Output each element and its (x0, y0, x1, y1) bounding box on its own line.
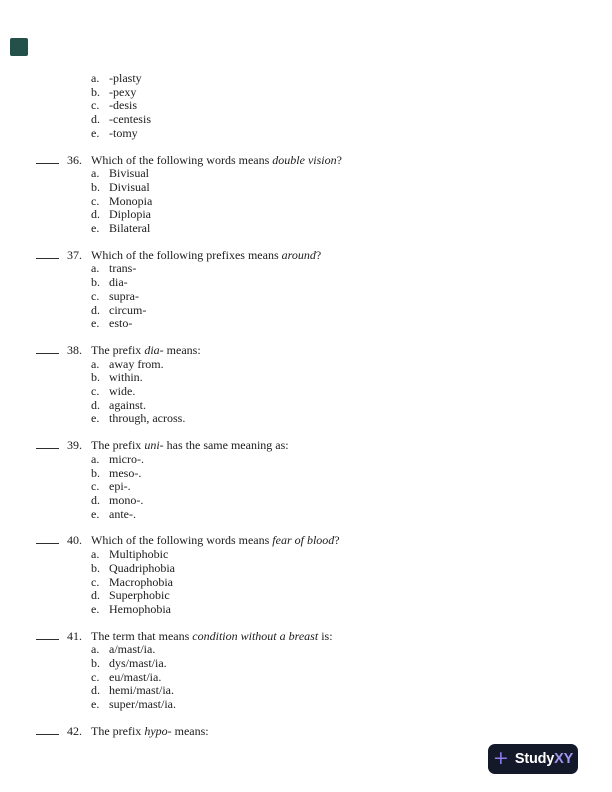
option-text: Divisual (109, 179, 150, 194)
option-text: mono-. (109, 492, 144, 507)
question-text-segment: Which of the following words means (91, 533, 273, 548)
option-row (0, 453, 612, 467)
answer-blank (36, 722, 59, 735)
option-row (0, 222, 612, 236)
question-text-segment: means: (171, 723, 209, 738)
question-text-italic: fear of blood (272, 533, 335, 548)
studyxy-logo[interactable] (488, 744, 578, 774)
option-letter: b. (91, 465, 100, 480)
option-row (0, 643, 612, 657)
question-text (91, 534, 340, 548)
option-letter: e. (91, 221, 100, 236)
question-line (0, 627, 612, 644)
option-letter: b. (91, 179, 100, 194)
question-text-italic: uni- (144, 438, 164, 453)
option-text: Superphobic (109, 588, 170, 603)
option-letter: e. (91, 506, 100, 521)
question-text-segment: means: (163, 342, 201, 357)
option-letter: a. (91, 547, 100, 562)
plus-icon: + (492, 746, 509, 769)
option-text: Bivisual (109, 166, 150, 181)
answer-blank (36, 246, 59, 259)
option-text: circum- (109, 302, 147, 317)
option-letter: c. (91, 384, 100, 399)
option-letter: a. (91, 356, 100, 371)
option-letter: c. (91, 98, 100, 113)
question-line (0, 722, 612, 739)
question-text-segment: ? (334, 533, 340, 548)
question-text-italic: condition without a breast (192, 628, 319, 643)
option-row (0, 548, 612, 562)
option-row (0, 603, 612, 617)
question-block (0, 341, 612, 426)
option-text: ante-. (109, 506, 136, 521)
option-text: super/mast/ia. (109, 697, 176, 712)
option-letter: e. (91, 411, 100, 426)
question-number: 40. (67, 533, 82, 548)
option-text: through, across. (109, 411, 186, 426)
option-letter: e. (91, 601, 100, 616)
option-letter: c. (91, 288, 100, 303)
option-letter: e. (91, 316, 100, 331)
question-text (91, 154, 342, 168)
option-row (0, 480, 612, 494)
question-text-segment: Which of the following words means (91, 152, 273, 167)
option-row (0, 562, 612, 576)
option-letter: c. (91, 574, 100, 589)
option-text: dys/mast/ia. (109, 656, 167, 671)
option-text: meso-. (109, 465, 142, 480)
question-number: 42. (67, 723, 82, 738)
option-row (0, 127, 612, 141)
option-row (0, 698, 612, 712)
option-letter: a. (91, 261, 100, 276)
question-text-segment: The prefix (91, 723, 145, 738)
option-text: within. (109, 370, 143, 385)
option-row (0, 508, 612, 522)
option-row (0, 290, 612, 304)
question-text (91, 249, 321, 263)
option-letter: e. (91, 125, 100, 140)
question-block (0, 627, 612, 712)
question-block (0, 531, 612, 616)
option-row (0, 371, 612, 385)
option-letter: d. (91, 588, 100, 603)
logo-study-text: Study (514, 751, 555, 767)
question-text-segment: The prefix (91, 342, 145, 357)
option-letter: c. (91, 193, 100, 208)
question-text-segment: The prefix (91, 438, 145, 453)
question-number: 38. (67, 342, 82, 357)
option-text: Bilateral (109, 221, 151, 236)
question-number: 37. (67, 247, 82, 262)
question-line (0, 246, 612, 263)
option-row (0, 304, 612, 318)
question-text-italic: hypo- (144, 723, 172, 738)
option-text: Monopia (109, 193, 153, 208)
option-text: epi-. (109, 479, 131, 494)
option-row (0, 195, 612, 209)
option-text: Multiphobic (109, 547, 169, 562)
option-text: supra- (109, 288, 139, 303)
option-letter: a. (91, 451, 100, 466)
option-row (0, 181, 612, 195)
option-row (0, 467, 612, 481)
option-text: Diplopia (109, 207, 151, 222)
option-text: a/mast/ia. (109, 642, 156, 657)
question-block (0, 436, 612, 521)
leading-options-block (0, 72, 612, 141)
option-letter: c. (91, 479, 100, 494)
question-text-italic: double vision (272, 152, 337, 167)
answer-blank (36, 627, 59, 640)
option-letter: e. (91, 697, 100, 712)
option-row (0, 494, 612, 508)
option-letter: c. (91, 669, 100, 684)
option-text: -centesis (109, 112, 151, 127)
option-text: micro-. (109, 451, 144, 466)
option-row (0, 86, 612, 100)
question-text-italic: dia- (144, 342, 164, 357)
option-letter: b. (91, 656, 100, 671)
option-row (0, 589, 612, 603)
option-letter: d. (91, 112, 100, 127)
question-line (0, 436, 612, 453)
question-text-segment: ? (336, 152, 342, 167)
option-letter: d. (91, 302, 100, 317)
question-text (91, 439, 289, 453)
answer-blank (36, 531, 59, 544)
answer-blank (36, 341, 59, 354)
option-letter: d. (91, 207, 100, 222)
option-text: -pexy (109, 84, 137, 99)
question-line (0, 151, 612, 168)
option-row (0, 99, 612, 113)
question-number: 36. (67, 152, 82, 167)
option-row (0, 208, 612, 222)
question-text (91, 344, 201, 358)
option-row (0, 358, 612, 372)
option-text: Macrophobia (109, 574, 173, 589)
question-text (91, 725, 209, 739)
option-text: -desis (109, 98, 137, 113)
option-letter: b. (91, 84, 100, 99)
option-letter: a. (91, 71, 100, 85)
option-text: wide. (109, 384, 136, 399)
option-letter: d. (91, 397, 100, 412)
option-letter: b. (91, 370, 100, 385)
option-row (0, 262, 612, 276)
answer-blank (36, 151, 59, 164)
option-text: eu/mast/ia. (109, 669, 162, 684)
option-row (0, 412, 612, 426)
option-row (0, 684, 612, 698)
question-text-segment: Which of the following prefixes means (91, 247, 282, 262)
option-text: hemi/mast/ia. (109, 683, 174, 698)
option-row (0, 113, 612, 127)
option-text: trans- (109, 261, 137, 276)
question-line (0, 531, 612, 548)
option-row (0, 399, 612, 413)
question-block (0, 246, 612, 331)
question-block (0, 151, 612, 236)
option-letter: a. (91, 642, 100, 657)
option-text: Hemophobia (109, 601, 171, 616)
option-letter: a. (91, 166, 100, 181)
option-text: esto- (109, 316, 133, 331)
question-block (0, 722, 612, 739)
option-text: away from. (109, 356, 164, 371)
option-letter: b. (91, 275, 100, 290)
question-line (0, 341, 612, 358)
option-row (0, 317, 612, 331)
question-text-segment: is: (318, 628, 333, 643)
question-text (91, 630, 333, 644)
option-row (0, 657, 612, 671)
question-text-segment: ? (315, 247, 322, 262)
option-row (0, 576, 612, 590)
option-text: -plasty (109, 71, 142, 85)
option-row (0, 72, 612, 86)
option-letter: b. (91, 560, 100, 575)
option-letter: d. (91, 683, 100, 698)
answer-blank (36, 436, 59, 449)
option-row (0, 167, 612, 181)
option-row (0, 385, 612, 399)
logo-xy-text: XY (554, 751, 574, 767)
question-text-italic: around (281, 247, 316, 262)
option-text: -tomy (109, 125, 138, 140)
option-text: against. (109, 397, 146, 412)
option-text: Quadriphobia (109, 560, 175, 575)
question-text-segment: The term that means (91, 628, 193, 643)
option-letter: d. (91, 492, 100, 507)
option-row (0, 671, 612, 685)
question-number: 39. (67, 438, 82, 453)
option-text: dia- (109, 275, 128, 290)
option-row (0, 276, 612, 290)
question-text-segment: has the same meaning as: (163, 438, 289, 453)
question-number: 41. (67, 628, 82, 643)
